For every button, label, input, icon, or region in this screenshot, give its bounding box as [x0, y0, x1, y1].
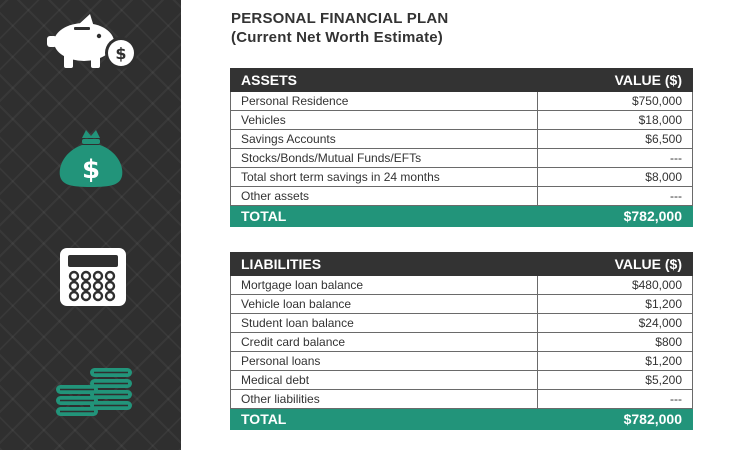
decorative-sidebar [0, 0, 181, 450]
page-title [231, 9, 448, 47]
liability-row [231, 333, 693, 352]
asset-row-label: Total short term savings in 24 months [231, 168, 538, 187]
liability-row-value: $480,000 [538, 276, 693, 295]
liability-row-label: Student loan balance [231, 314, 538, 333]
calculator-icon [60, 248, 126, 306]
liabilities-total-row [231, 409, 693, 430]
assets-header-label: ASSETS [231, 69, 538, 92]
svg-text:$: $ [115, 44, 127, 63]
asset-row-label: Other assets [231, 187, 538, 206]
asset-row-label: Personal Residence [231, 92, 538, 111]
asset-row [231, 149, 693, 168]
liability-row [231, 390, 693, 409]
liability-row-value: $24,000 [538, 314, 693, 333]
asset-row-value: --- [538, 149, 693, 168]
piggy-bank-icon [44, 12, 144, 72]
assets-total-row [231, 206, 693, 227]
assets-header-value: VALUE ($) [538, 69, 693, 92]
asset-row-label: Stocks/Bonds/Mutual Funds/EFTs [231, 149, 538, 168]
liability-row-label: Medical debt [231, 371, 538, 390]
liability-row [231, 314, 693, 333]
liabilities-header-label: LIABILITIES [231, 253, 538, 276]
liability-row-value: $1,200 [538, 295, 693, 314]
liability-row [231, 352, 693, 371]
money-bag-icon [55, 128, 127, 188]
liabilities-header-row [231, 253, 693, 276]
liability-row [231, 276, 693, 295]
coin-stacks-icon [54, 366, 134, 420]
asset-row [231, 168, 693, 187]
liabilities-header-value: VALUE ($) [538, 253, 693, 276]
liability-row-value: $5,200 [538, 371, 693, 390]
liability-row-label: Credit card balance [231, 333, 538, 352]
svg-text:$: $ [81, 155, 101, 185]
liability-row [231, 295, 693, 314]
assets-total-value: $782,000 [538, 206, 693, 227]
asset-row-value: $18,000 [538, 111, 693, 130]
liability-row-label: Vehicle loan balance [231, 295, 538, 314]
asset-row [231, 187, 693, 206]
asset-row-label: Vehicles [231, 111, 538, 130]
asset-row [231, 130, 693, 149]
liability-row [231, 371, 693, 390]
assets-total-label: TOTAL [231, 206, 538, 227]
liability-row-label: Personal loans [231, 352, 538, 371]
liabilities-total-value: $782,000 [538, 409, 693, 430]
title-line-1: PERSONAL FINANCIAL PLAN [231, 10, 449, 27]
title-line-2: (Current Net Worth Estimate) [231, 29, 444, 46]
asset-row-value: --- [538, 187, 693, 206]
asset-row-value: $750,000 [538, 92, 693, 111]
liabilities-table [230, 252, 693, 430]
asset-row [231, 92, 693, 111]
liability-row-value: $800 [538, 333, 693, 352]
assets-header-row [231, 69, 693, 92]
liabilities-total-label: TOTAL [231, 409, 538, 430]
liability-row-value: --- [538, 390, 693, 409]
liability-row-label: Mortgage loan balance [231, 276, 538, 295]
liability-row-value: $1,200 [538, 352, 693, 371]
asset-row-value: $8,000 [538, 168, 693, 187]
asset-row [231, 111, 693, 130]
liability-row-label: Other liabilities [231, 390, 538, 409]
asset-row-label: Savings Accounts [231, 130, 538, 149]
asset-row-value: $6,500 [538, 130, 693, 149]
assets-table [230, 68, 693, 227]
